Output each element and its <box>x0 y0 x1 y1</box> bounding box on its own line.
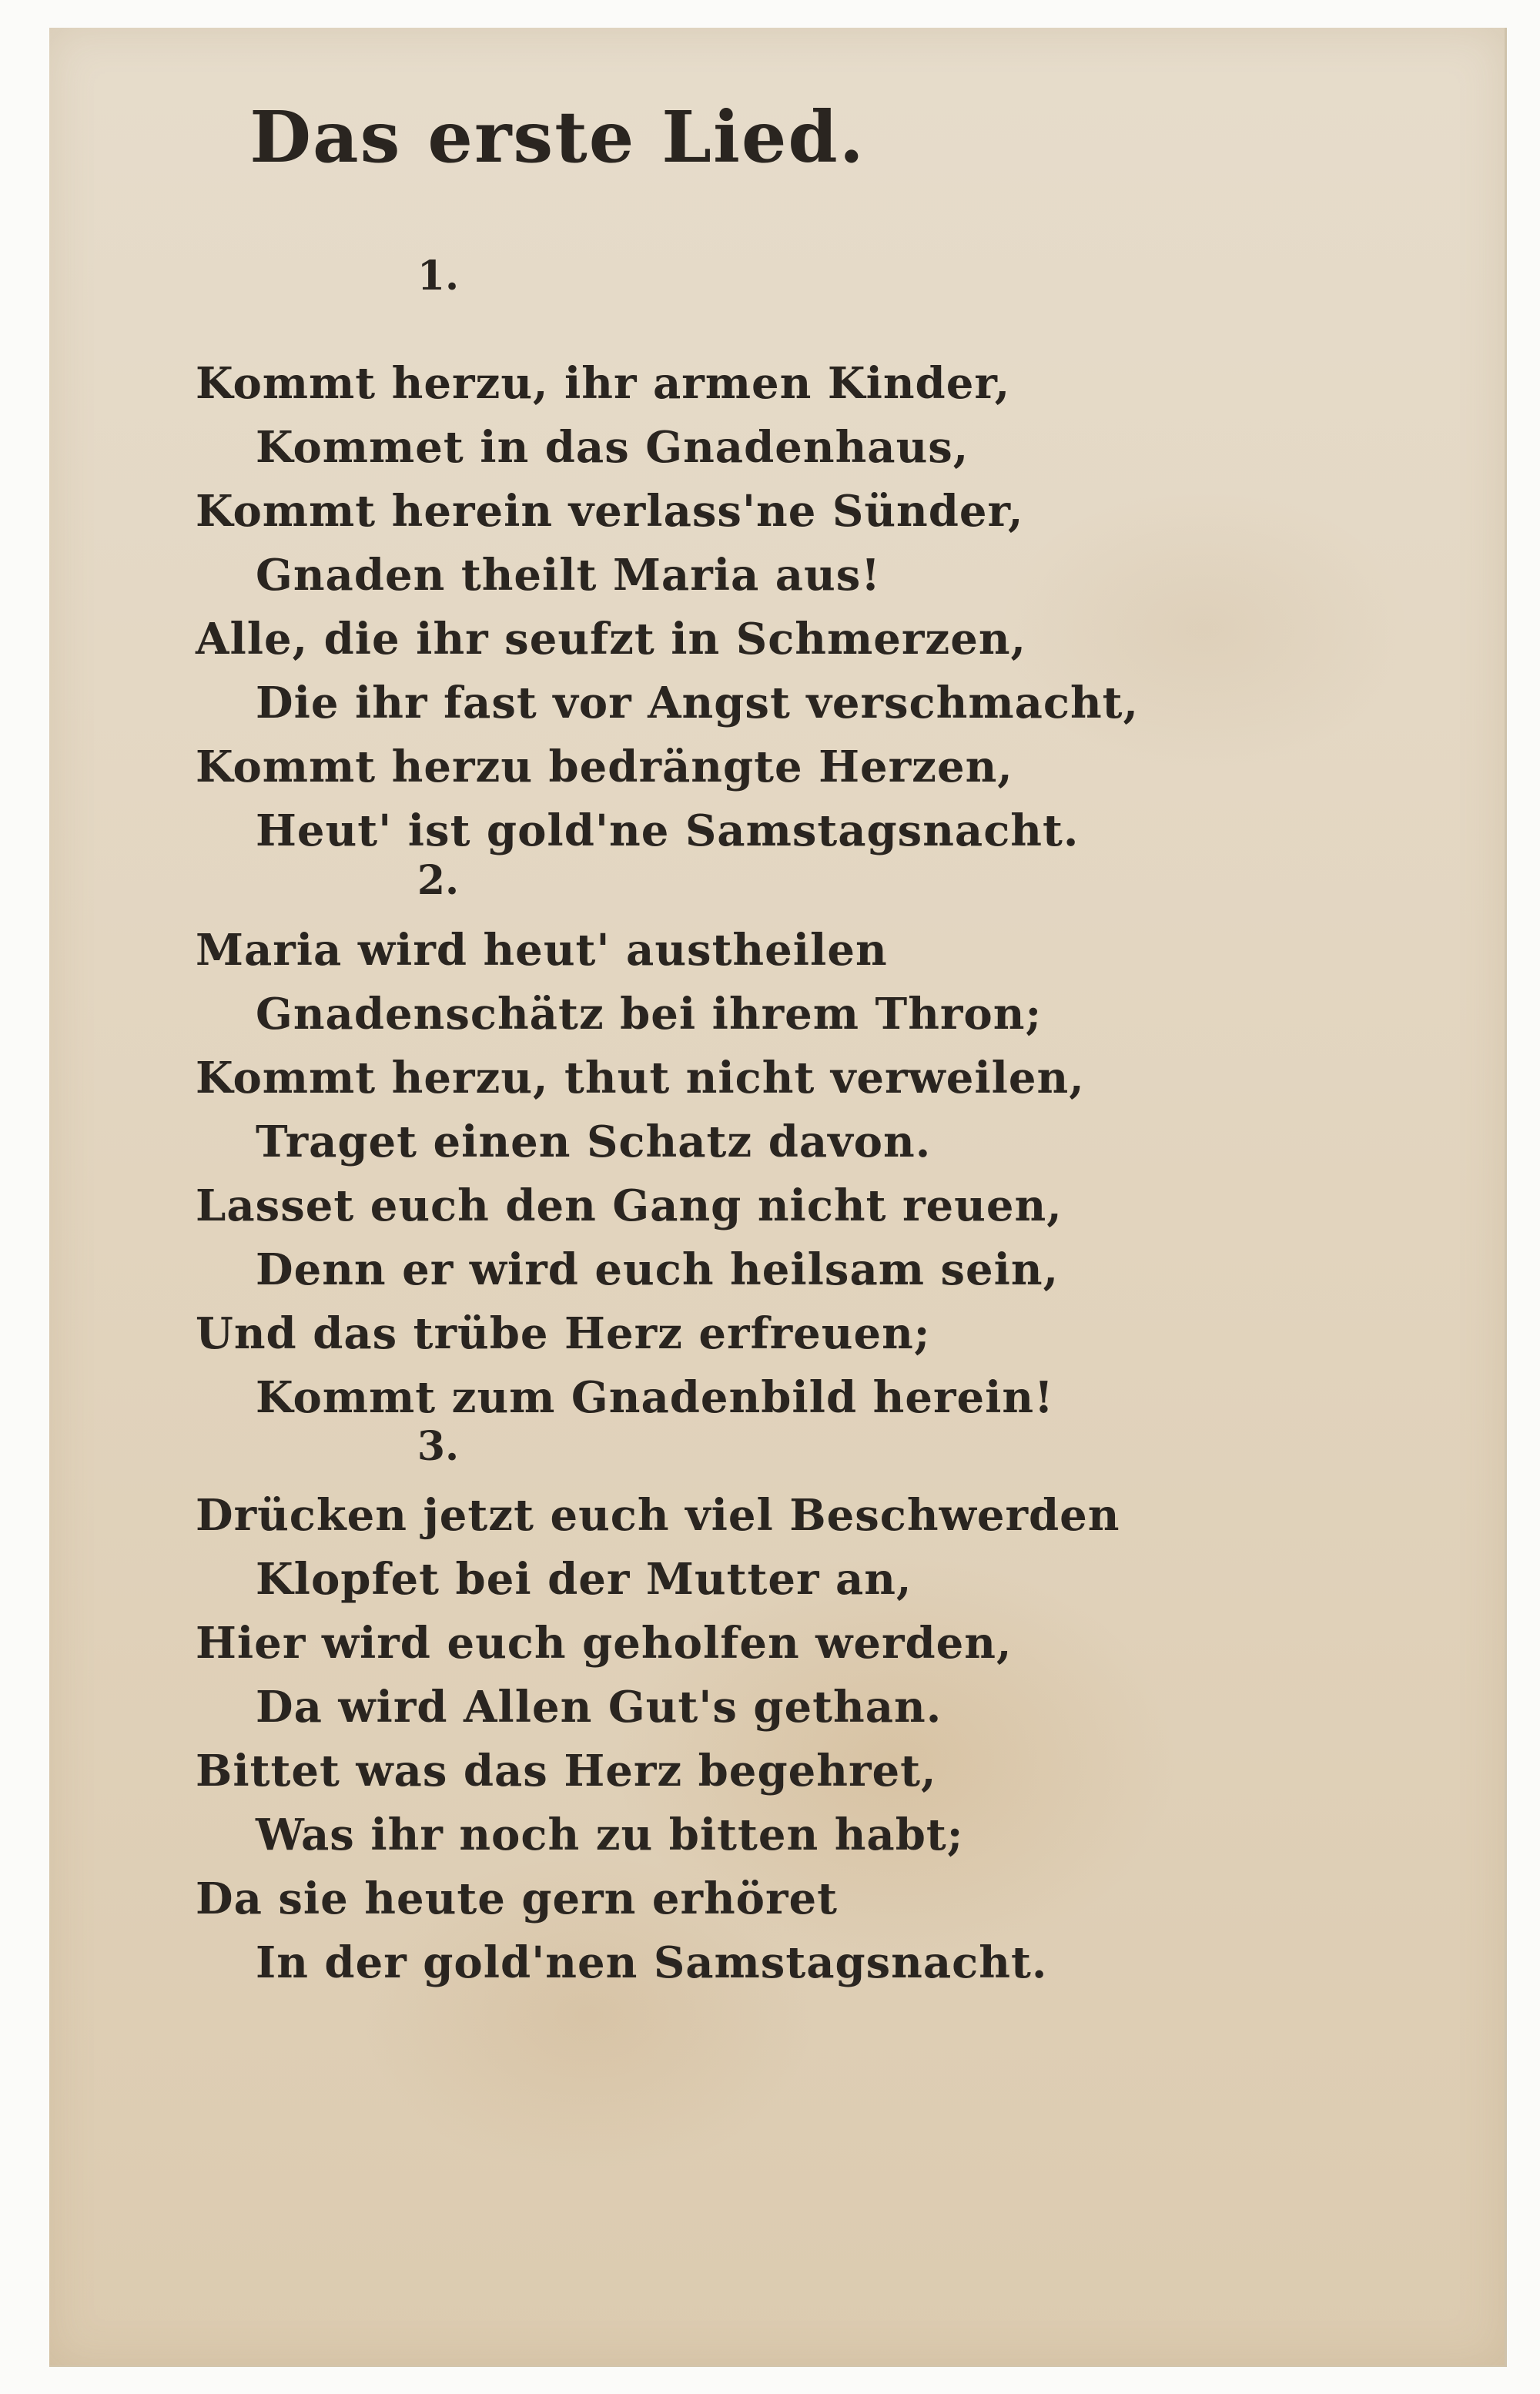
page-title: Das erste Lied. <box>249 95 865 179</box>
verse-2-line-8: Kommt zum Gnadenbild herein! <box>256 1372 1054 1423</box>
verse-1-line-7: Kommt herzu bedrängte Herzen, <box>196 742 1013 792</box>
verse-3-line-7: Da sie heute gern erhöret <box>196 1873 839 1924</box>
verse-2-line-3: Kommt herzu, thut nicht verweilen, <box>196 1053 1085 1103</box>
verse-number-1: 1. <box>417 253 460 300</box>
verse-3-line-8: In der gold'nen Samstagsnacht. <box>256 1937 1048 1988</box>
verse-3-line-5: Bittet was das Herz begehret, <box>196 1746 937 1796</box>
verse-3-line-2: Klopfet bei der Mutter an, <box>256 1554 912 1605</box>
verse-3-line-4: Da wird Allen Gut's gethan. <box>256 1682 942 1733</box>
verse-number-3: 3. <box>417 1423 460 1470</box>
hymn-text <box>49 28 1505 2366</box>
verse-number-2: 2. <box>417 857 460 904</box>
verse-1-line-6: Die ihr fast vor Angst verschmacht, <box>256 678 1140 728</box>
verse-1-line-5: Alle, die ihr seufzt in Schmerzen, <box>196 614 1027 665</box>
verse-2-line-5: Lasset euch den Gang nicht reuen, <box>196 1180 1063 1231</box>
verse-3-line-1: Drücken jetzt euch viel Beschwerden <box>196 1490 1120 1541</box>
verse-2-line-1: Maria wird heut' austheilen <box>196 925 888 976</box>
verse-2-line-6: Denn er wird euch heilsam sein, <box>256 1244 1060 1295</box>
verse-3-line-6: Was ihr noch zu bitten habt; <box>256 1810 964 1860</box>
verse-1-line-3: Kommt herein verlass'ne Sünder, <box>196 486 1024 537</box>
verse-1-line-2: Kommet in das Gnadenhaus, <box>256 422 969 473</box>
verse-2-line-2: Gnadenschätz bei ihrem Thron; <box>256 989 1043 1040</box>
paper-sheet <box>49 28 1507 2367</box>
verse-3-line-3: Hier wird euch geholfen werden, <box>196 1618 1013 1669</box>
verse-2-line-4: Traget einen Schatz davon. <box>256 1117 932 1167</box>
verse-1-line-8: Heut' ist gold'ne Samstagsnacht. <box>256 805 1080 856</box>
verse-1-line-4: Gnaden theilt Maria aus! <box>256 550 881 601</box>
verse-1-line-1: Kommt herzu, ihr armen Kinder, <box>196 358 1011 409</box>
verse-2-line-7: Und das trübe Herz erfreuen; <box>196 1308 931 1359</box>
